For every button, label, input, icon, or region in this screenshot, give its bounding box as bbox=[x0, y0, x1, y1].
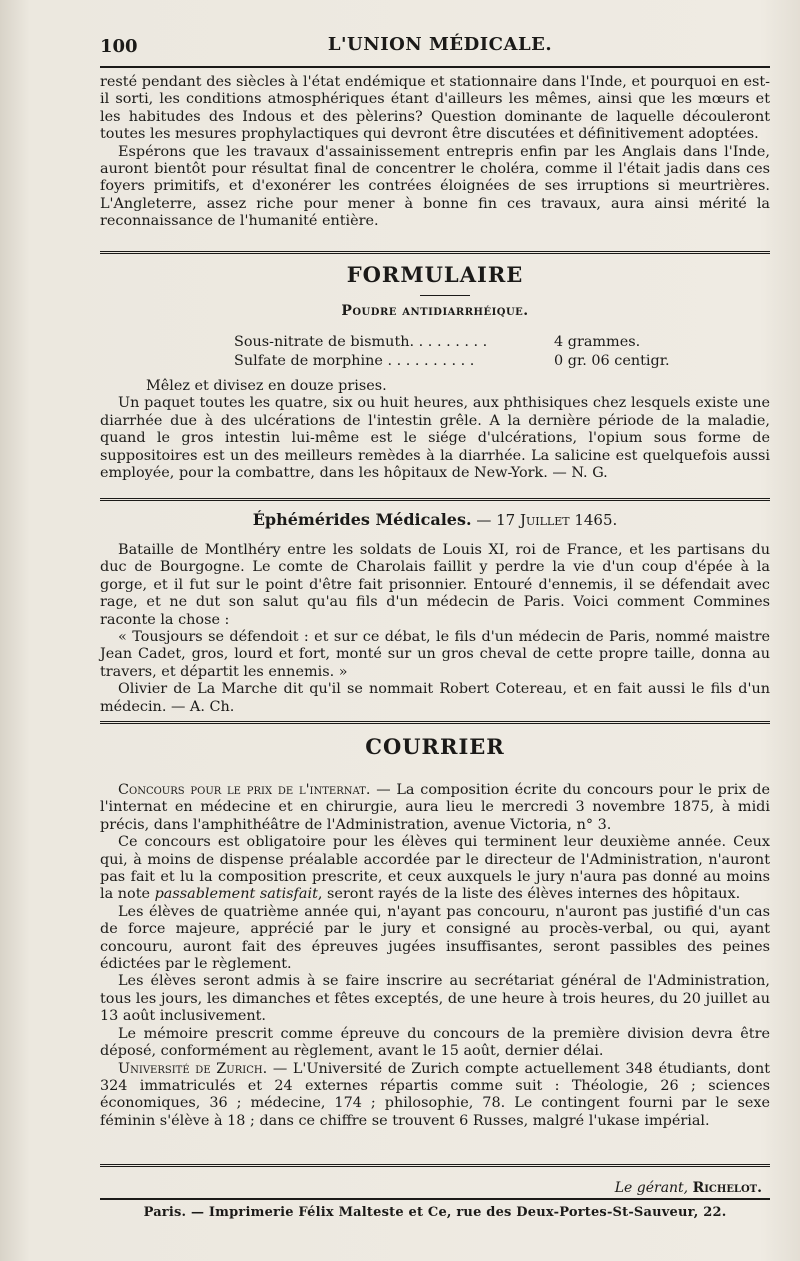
ephemerides-date: — 17 Juillet 1465. bbox=[476, 511, 618, 529]
formula-ingredients bbox=[234, 333, 694, 371]
formula-instruction: Mêlez et divisez en douze prises. bbox=[146, 378, 387, 394]
concours-heading: Concours pour le prix de l'internat. bbox=[118, 782, 371, 798]
section-rule bbox=[100, 721, 770, 724]
courrier-paragraph: Le mémoire prescrit comme épreuve du concours de la première division devra être déposé, conformément au règlement, avant le 15 août, dernier délai. bbox=[100, 1025, 770, 1060]
concours-text: — La composition écrite du concours pour le prix de l'internat en médecine et en chirurgie, aura lieu le mercredi 3 novembre 1875, à midi précis, dans l'amphithéâtre de l'Administration, avenue Victoria, n° 3. bbox=[100, 782, 770, 833]
ingredient-row bbox=[234, 333, 694, 352]
courrier-paragraph bbox=[100, 834, 770, 904]
ingredient-row bbox=[234, 352, 694, 371]
intro-text bbox=[100, 74, 770, 231]
ingredient-name: Sulfate de morphine . . . . . . . . . . bbox=[234, 353, 475, 369]
zurich-heading: Université de Zurich. bbox=[118, 1060, 268, 1077]
ingredient-name: Sous-nitrate de bismuth. . . . . . . . . bbox=[234, 334, 488, 350]
intro-paragraph: Espérons que les travaux d'assainissement entrepris enfin par les Anglais dans l'Inde, auront bientôt pour résultat final de concentrer le choléra, comme il l'était jadis dans ces foyers primitifs, et d'exonérer les contrées éloignées de ses irruptions si meurtrières. L'Angleterre, assez riche pour mener à bonne fin ces travaux, aura ainsi mérité la reconnaissance de l'humanité entière. bbox=[100, 143, 770, 230]
footer-rule bbox=[100, 1164, 770, 1167]
ephemerides-paragraph: Olivier de La Marche dit qu'il se nommait Robert Cotereau, et en fait aussi le fils d'un médecin. — A. Ch. bbox=[100, 681, 770, 715]
courrier-paragraph: Les élèves seront admis à se faire inscrire au secrétariat général de l'Administration, tous les jours, les dimanches et fêtes exceptés, de une heure à trois heures, du 20 juillet au 13 août inclusivement. bbox=[100, 973, 770, 1025]
formula-subtitle: Poudre antidiarrhéique. bbox=[341, 303, 529, 319]
page-header bbox=[100, 30, 780, 60]
formulaire-title: FORMULAIRE bbox=[346, 262, 524, 287]
imprint: Paris. — Imprimerie Félix Malteste et Ce, rue des Deux-Portes-St-Sauveur, 22. bbox=[143, 1205, 727, 1220]
formula-text bbox=[100, 378, 770, 482]
section-rule bbox=[100, 251, 770, 254]
para2-italic-text: passablement satisfait bbox=[154, 886, 318, 903]
zurich-text: — L'Université de Zurich compte actuellement 348 étudiants, dont 324 immatriculés et 24 externes répartis comme suit : Théologie, 26 ; sciences économiques, 36 ; médecine, 174 ; philosophie, 78. Le contingent fourni par le sexe féminin s'élève à 18 ; dans ce chiffre se trouvent 6 Russes, malgré l'ukase impérial. bbox=[100, 1060, 771, 1129]
ephemerides-title: Éphémérides Médicales. bbox=[252, 510, 472, 529]
formula-body: Un paquet toutes les quatre, six ou huit heures, aux phthisiques chez lesquels existe une diarrhée due à des ulcérations de l'intestin grêle. A la dernière période de la maladie, quand le gros intestin lui-même est le siége d'ulcérations, l'opium sous forme de suppositoires est un des meilleurs remèdes à la diarrhée. La salicine est quelquefois aussi employée, pour la combattre, dans les hôpitaux de New-York. — N. G. bbox=[100, 395, 770, 482]
courrier-paragraph: Les élèves de quatrième année qui, n'ayant pas concouru, n'auront pas justifié d'un cas de force majeure, apprécié par le jury et consigné au procès-verbal, ou qui, ayant concouru, auront fait des épreuves jugées insuffisantes, seront passibles des peines édictées par le règlement. bbox=[100, 903, 770, 973]
para2-text-after: , seront rayés de la liste des élèves internes des hôpitaux. bbox=[317, 886, 741, 903]
imprint-rule bbox=[100, 1198, 770, 1200]
section-rule bbox=[100, 498, 770, 501]
ephemerides-text bbox=[100, 542, 770, 716]
ingredient-dose: 4 grammes. bbox=[554, 334, 641, 350]
signature-name: Richelot. bbox=[692, 1180, 762, 1196]
journal-title: L'UNION MÉDICALE. bbox=[327, 34, 553, 55]
courrier-paragraph bbox=[100, 1061, 770, 1131]
ephemerides-heading bbox=[100, 510, 770, 530]
para2-text-before: Ce concours est obligatoire pour les élèves qui terminent leur deuxième année. Ceux qui, à moins de dispense préalable accordée par le directeur de l'Administration, n'auront pas fait et lu la composition prescrite, et ceux auxquels le jury n'aura pas donné au moins la note bbox=[100, 834, 770, 903]
intro-paragraph: resté pendant des siècles à l'état endémique et stationnaire dans l'Inde, et pourquoi en est-il sorti, les conditions atmosphériques étant d'ailleurs les mêmes, ainsi que les mœurs et les habitudes des Indous et des pèlerins? Question dominante de laquelle découleront toutes les mesures prophylactiques qui devront être discutées et définitivement adoptées. bbox=[100, 74, 770, 143]
title-dash bbox=[420, 295, 470, 296]
ingredient-dose: 0 gr. 06 centigr. bbox=[554, 353, 670, 369]
courrier-paragraph bbox=[100, 782, 770, 834]
ephemerides-paragraph: Bataille de Montlhéry entre les soldats de Louis XI, roi de France, et les partisans du duc de Bourgogne. Le comte de Charolais faillit y perdre la vie d'un coup d'épée à la gorge, et il fut sur le point d'être fait prisonnier. Entouré d'ennemis, il se défendait avec rage, et ne dut son salut qu'au fils d'un médecin de Paris. Voici comment Commines raconte la chose : bbox=[100, 542, 770, 628]
courrier-title: COURRIER bbox=[365, 734, 505, 759]
header-rule bbox=[100, 66, 770, 68]
signature bbox=[615, 1180, 762, 1196]
ephemerides-paragraph: « Tousjours se défendoit : et sur ce débat, le fils d'un médecin de Paris, nommé maistre Jean Cadet, gros, lourd et fort, monté sur un gros cheval de cette propre taille, donna au travers, et départit les ennemis. » bbox=[100, 629, 770, 680]
signature-label: Le gérant, bbox=[614, 1180, 689, 1196]
page-number: 100 bbox=[100, 36, 138, 57]
courrier-text bbox=[100, 782, 770, 1130]
